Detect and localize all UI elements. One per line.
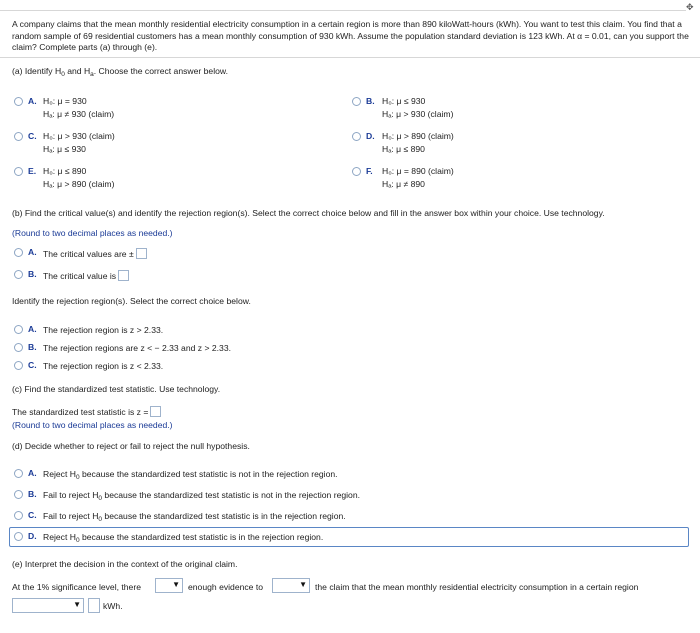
option-a-hypotheses[interactable]: H₀: μ = 930 Hₐ: μ ≠ 930 (claim) (43, 96, 115, 119)
radio-d-option-b[interactable] (14, 490, 23, 499)
radio-d-option-c[interactable] (14, 511, 23, 520)
radio-a-option-f[interactable] (352, 167, 361, 176)
decision-option-a[interactable]: Reject $H_0$ because the standardized test statistic is not in the rejection region. (43, 469, 338, 481)
decision-option-b[interactable]: Fail to reject $H_0$ because the standardized test statistic is not in the rejection region. (43, 490, 360, 502)
decision-option-c[interactable]: Fail to reject $H_0$ because the standardized test statistic is in the rejection region. (43, 511, 346, 523)
part-a-prompt: (a) Identify $H_0$ and $H_a$. Choose the correct answer below. (12, 66, 229, 78)
option-letter: A. (28, 96, 37, 106)
option-letter: A. (28, 324, 37, 334)
option-c-hypotheses[interactable]: H₀: μ > 930 (claim) Hₐ: μ ≤ 930 (43, 131, 115, 154)
option-f-hypotheses[interactable]: H₀: μ = 890 (claim) Hₐ: μ ≠ 890 (382, 166, 454, 189)
option-letter: C. (28, 131, 37, 141)
interpret-text-2: enough evidence to (188, 582, 264, 592)
radio-d-option-a[interactable] (14, 469, 23, 478)
radio-a-option-d[interactable] (352, 132, 361, 141)
region-option-b[interactable]: The rejection regions are z < − 2.33 and z > 2.33. (43, 343, 231, 353)
evidence-dropdown[interactable] (155, 578, 183, 593)
option-letter: A. (28, 247, 37, 257)
radio-b-choice-b[interactable] (14, 270, 23, 279)
radio-region-c[interactable] (14, 361, 23, 370)
part-b-prompt: (b) Find the critical value(s) and identify the rejection region(s). Select the correct choice below and fill in the answer box within your choice. Use technology. (12, 208, 605, 218)
option-letter: A. (28, 468, 37, 478)
radio-b-choice-a[interactable] (14, 248, 23, 257)
critical-values-input[interactable] (136, 248, 147, 259)
option-letter: B. (366, 96, 375, 106)
top-divider (0, 10, 686, 11)
region-option-a[interactable]: The rejection region is z > 2.33. (43, 325, 164, 335)
move-icon[interactable]: ✥ (686, 2, 694, 12)
rounding-note: (Round to two decimal places as needed.) (12, 228, 173, 238)
chevron-down-icon: ▼ (73, 600, 81, 609)
kwh-unit-label: kWh. (103, 601, 123, 611)
interpret-text-1: At the 1% significance level, there (12, 582, 141, 592)
option-letter: C. (28, 360, 37, 370)
radio-region-b[interactable] (14, 343, 23, 352)
option-d-hypotheses[interactable]: H₀: μ > 890 (claim) Hₐ: μ ≤ 890 (382, 131, 454, 154)
part-d-prompt: (d) Decide whether to reject or fail to reject the null hypothesis. (12, 441, 250, 451)
value-input[interactable] (88, 598, 100, 613)
option-letter: D. (366, 131, 375, 141)
chevron-down-icon: ▼ (299, 580, 307, 589)
option-letter: B. (28, 269, 37, 279)
radio-a-option-c[interactable] (14, 132, 23, 141)
option-letter: B. (28, 489, 37, 499)
radio-a-option-a[interactable] (14, 97, 23, 106)
chevron-down-icon: ▼ (172, 580, 180, 589)
option-b-hypotheses[interactable]: H₀: μ ≤ 930 Hₐ: μ > 930 (claim) (382, 96, 454, 119)
comparison-dropdown[interactable] (12, 598, 84, 613)
rounding-note: (Round to two decimal places as needed.) (12, 420, 173, 430)
radio-region-a[interactable] (14, 325, 23, 334)
region-prompt: Identify the rejection region(s). Select the correct choice below. (12, 296, 251, 306)
radio-d-option-d[interactable] (14, 532, 23, 541)
action-dropdown[interactable] (272, 578, 310, 593)
option-letter: D. (28, 531, 37, 541)
critical-values-label: The critical values are ± (43, 248, 147, 259)
section-divider (0, 57, 700, 58)
test-statistic-input[interactable] (150, 406, 161, 417)
critical-value-input[interactable] (118, 270, 129, 281)
option-letter: F. (366, 166, 373, 176)
radio-a-option-e[interactable] (14, 167, 23, 176)
critical-value-label: The critical value is (43, 270, 129, 281)
region-option-c[interactable]: The rejection region is z < 2.33. (43, 361, 164, 371)
interpret-text-3: the claim that the mean monthly residential electricity consumption in a certain region (315, 582, 639, 592)
test-statistic-label: The standardized test statistic is z = (12, 406, 161, 417)
part-e-prompt: (e) Interpret the decision in the context of the original claim. (12, 559, 238, 569)
option-letter: C. (28, 510, 37, 520)
option-letter: B. (28, 342, 37, 352)
problem-statement: A company claims that the mean monthly residential electricity consumption in a certain region is more than 890 kiloWatt-hours (kWh). You want to test this claim. You find that a random sample of 69 residential customers has a mean monthly consumption of 930 kWh. Assume the population standard deviation is 123 kWh. At α = 0.01, can you support the claim? Complete parts (a) through (e). (12, 19, 689, 53)
part-c-prompt: (c) Find the standardized test statistic. Use technology. (12, 384, 221, 394)
option-e-hypotheses[interactable]: H₀: μ ≤ 890 Hₐ: μ > 890 (claim) (43, 166, 115, 189)
radio-a-option-b[interactable] (352, 97, 361, 106)
decision-option-d[interactable]: Reject $H_0$ because the standardized test statistic is in the rejection region. (43, 532, 324, 544)
option-letter: E. (28, 166, 37, 176)
